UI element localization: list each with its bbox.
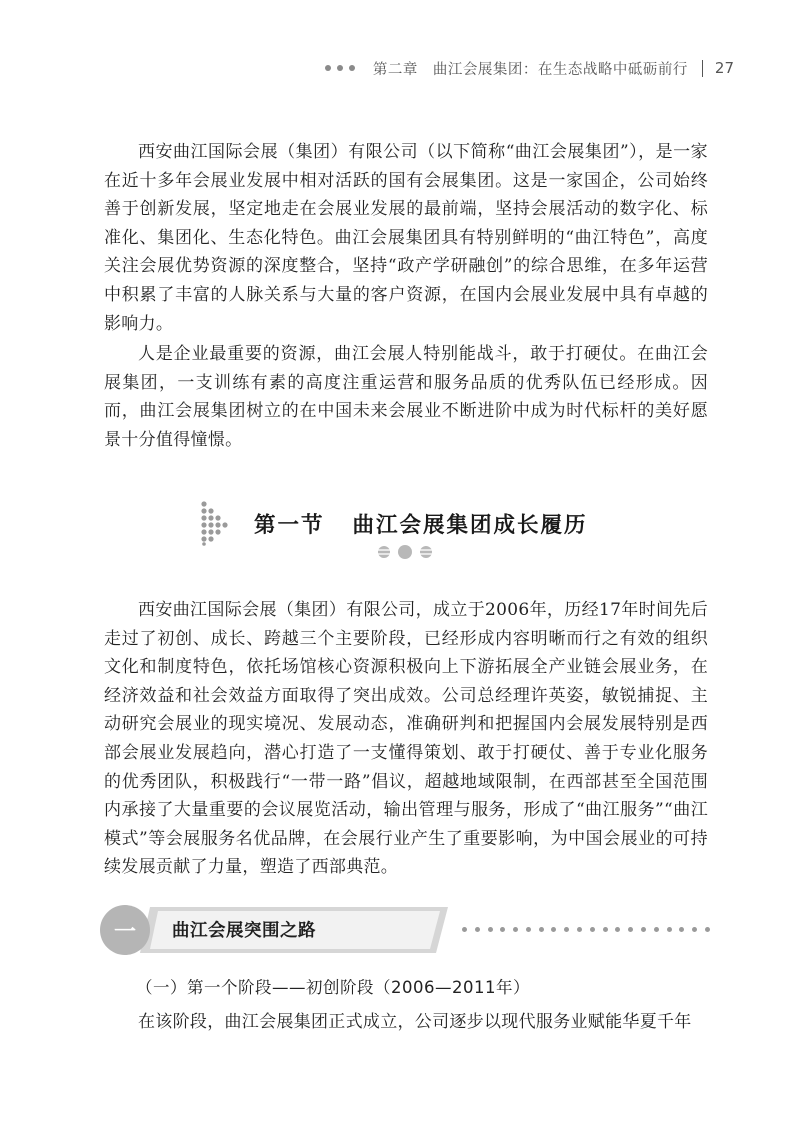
header-dots-ornament [325,65,355,71]
running-header [314,56,734,80]
subsection-banner [100,903,710,957]
intro-paragraph-2: 人是企业最重要的资源，曲江会展人特别能战斗，敢于打硬仗。在曲江会展集团，一支训练有素的高度注重运营和服务品质的优秀队伍已经形成。因而，曲江会展集团树立的在中国未来会展业不断进阶中成为时代标杆的美好愿景十分值得憧憬。 [104,344,708,450]
section-name: 曲江会展集团成长履历 [352,512,588,538]
intro-paragraph-1: 西安曲江国际会展（集团）有限公司（以下简称“曲江会展集团”），是一家在近十多年会展业发展中相对活跃的国有会展集团。这是一家国企，公司始终善于创新发展，坚定地走在会展业发展的最前端，坚持会展活动的数字化、标准化、集团化、生态化特色。曲江会展集团具有特别鲜明的“曲江特色”，高度关注会展优势资源的深度整合，坚持“政产学研融创”的综合思维，在多年运营中积累了丰富的人脉关系与大量的客户资源，在国内会展业发展中具有卓越的影响力。 [104,142,708,334]
stage-heading: （一）第一个阶段——初创阶段（2006—2011年） [136,978,530,997]
subsection-title: 曲江会展突围之路 [172,921,316,941]
section-number: 第一节 [254,512,325,538]
stage-paragraph: 在该阶段，曲江会展集团正式成立，公司逐步以现代服务业赋能华夏千年 [138,1012,692,1032]
subsection-number-badge: 一 [100,905,150,955]
chapter-title: 第二章 曲江会展集团：在生态战略中砥砺前行 [372,61,688,78]
section-title [254,508,588,539]
section-ornament-icon [376,543,434,561]
section-heading [200,500,620,546]
section-paragraph: 西安曲江国际会展（集团）有限公司，成立于2006年，历经17年时间先后走过了初创、成长、跨越三个主要阶段，已经形成内容明晰而行之有效的组织文化和制度特色，依托场馆核心资源积极向上下游拓展全产业链会展业务，在经济效益和社会效益方面取得了突出成效。公司总经理许英姿，敏锐捕捉、主动研究会展业的现实境况、发展动态，准确研判和把握国内会展发展特别是西部会展业发展趋向，潜心打造了一支懂得策划、敢于打硬仗、善于专业化服务的优秀团队，积极践行“一带一路”倡议，超越地域限制，在西部甚至全国范围内承接了大量重要的会议展览活动，输出管理与服务，形成了“曲江服务”“曲江模式”等会展服务名优品牌，在会展行业产生了重要影响，为中国会展业的可持续发展贡献了力量，塑造了西部典范。 [104,600,708,878]
header-divider [702,60,703,77]
page-number: 27 [714,59,734,77]
banner-dotted-line [462,927,710,933]
dotted-triangle-icon [200,500,230,546]
